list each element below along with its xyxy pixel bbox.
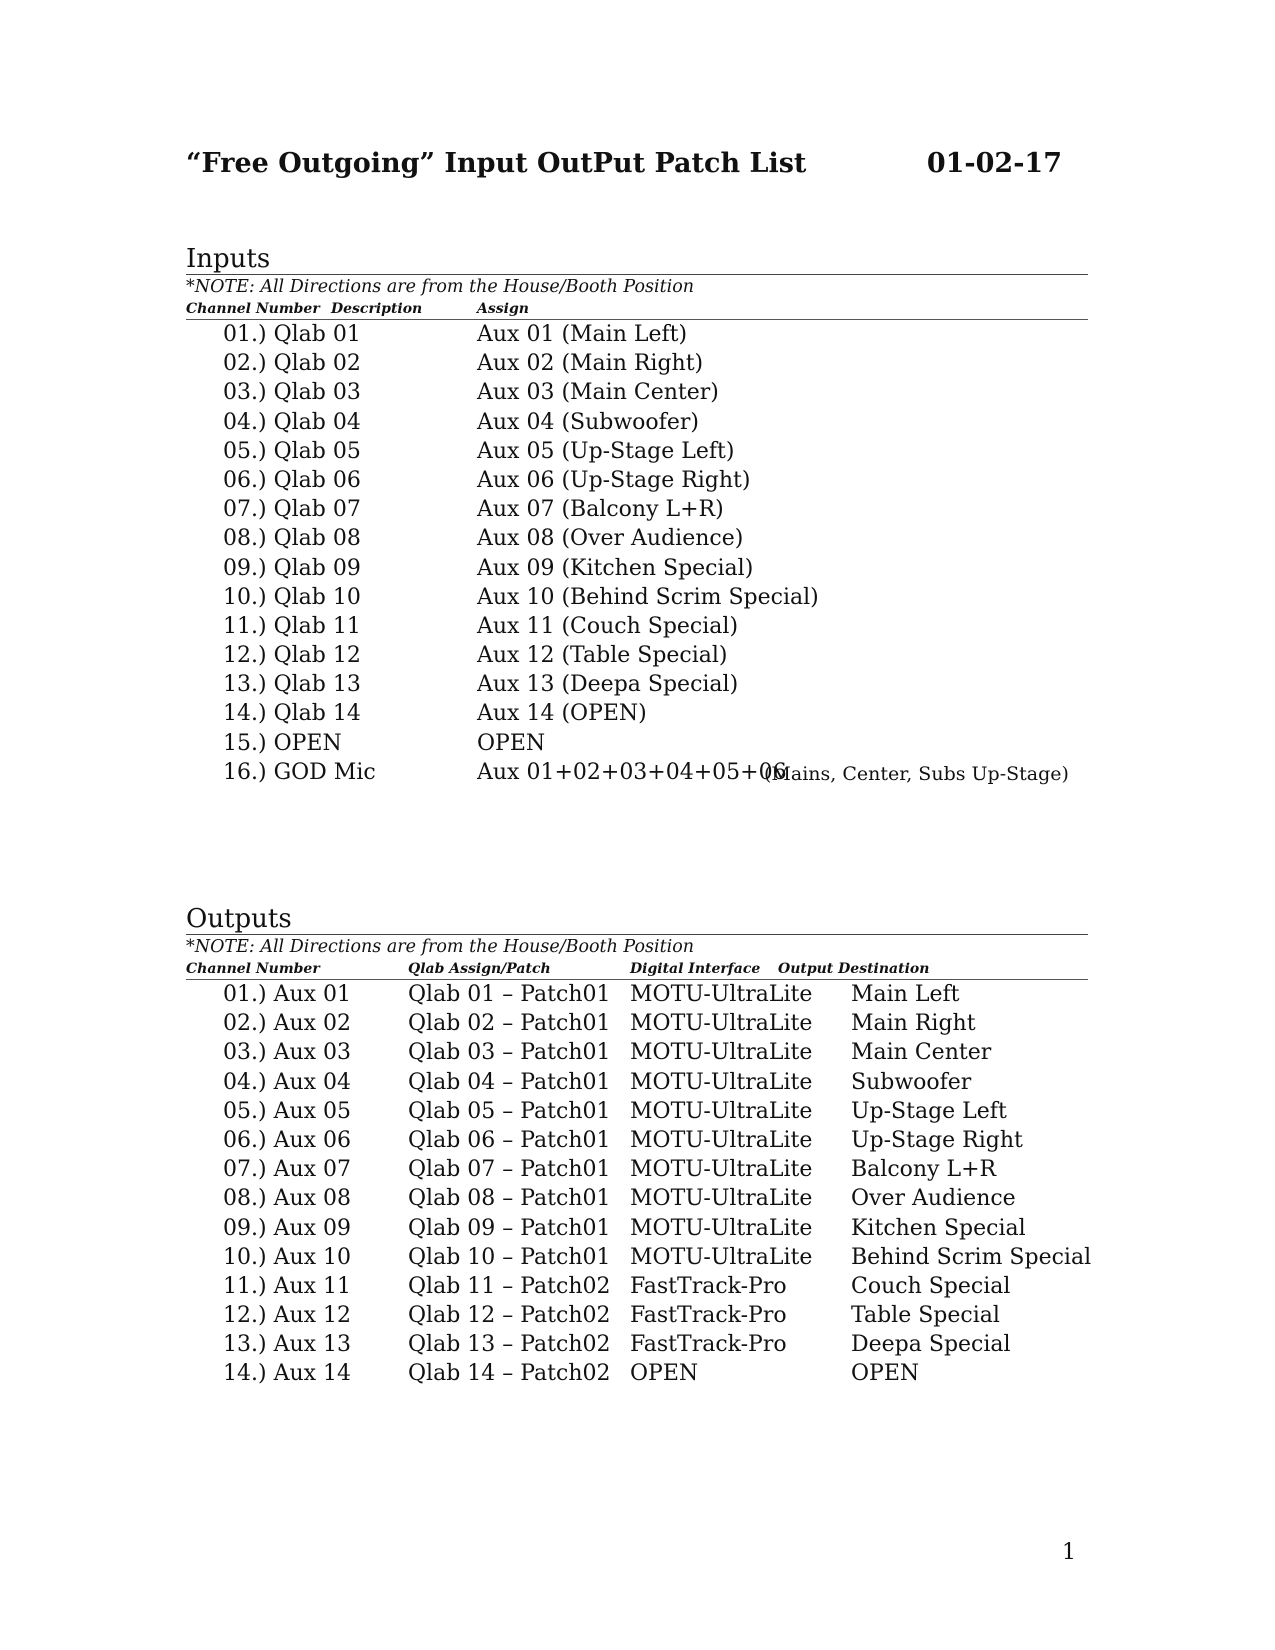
- input-channel-cell: 03.) Qlab 03: [223, 380, 361, 406]
- input-channel-cell: 14.) Qlab 14: [223, 701, 361, 727]
- table-row: [186, 1155, 1088, 1184]
- outputs-col-interface: Digital Interface: [630, 961, 761, 977]
- table-row: [186, 349, 1088, 378]
- output-interface-cell: MOTU-UltraLite: [630, 1098, 813, 1124]
- output-patch-cell: Qlab 09 – Patch01: [408, 1215, 611, 1241]
- output-interface-cell: MOTU-UltraLite: [630, 982, 813, 1007]
- output-interface-cell: MOTU-UltraLite: [630, 1215, 813, 1241]
- output-destination-cell: Main Center: [851, 1040, 992, 1066]
- table-row: [186, 437, 1088, 466]
- output-channel-cell: 02.) Aux 02: [223, 1011, 352, 1037]
- output-interface-cell: FastTrack-Pro: [630, 1332, 787, 1358]
- output-destination-cell: Deepa Special: [851, 1332, 1011, 1358]
- inputs-heading: Inputs: [186, 244, 1088, 275]
- input-assign-cell: Aux 08 (Over Audience): [477, 526, 744, 552]
- input-assign-cell: Aux 09 (Kitchen Special): [477, 555, 754, 581]
- input-assign-cell: Aux 10 (Behind Scrim Special): [477, 584, 819, 610]
- table-row: [186, 1272, 1088, 1301]
- output-destination-cell: Main Left: [851, 982, 960, 1007]
- output-patch-cell: Qlab 11 – Patch02: [408, 1273, 611, 1299]
- input-assign-cell: Aux 13 (Deepa Special): [477, 672, 739, 698]
- title-text: “Free Outgoing” Input OutPut Patch List: [186, 148, 807, 179]
- table-row: [186, 320, 1088, 349]
- table-row: [186, 1097, 1088, 1126]
- input-assign-cell: Aux 04 (Subwoofer): [477, 409, 699, 435]
- output-channel-cell: 11.) Aux 11: [223, 1273, 352, 1299]
- output-interface-cell: MOTU-UltraLite: [630, 1244, 813, 1270]
- input-assign-cell: Aux 07 (Balcony L+R): [477, 497, 724, 523]
- table-row: [186, 1068, 1088, 1097]
- table-row: [186, 641, 1088, 670]
- outputs-col-channel: Channel Number: [186, 961, 320, 977]
- output-patch-cell: Qlab 08 – Patch01: [408, 1186, 611, 1212]
- input-channel-cell: 02.) Qlab 02: [223, 351, 361, 377]
- output-interface-cell: MOTU-UltraLite: [630, 1040, 813, 1066]
- output-interface-cell: MOTU-UltraLite: [630, 1186, 813, 1212]
- table-row: [186, 729, 1088, 758]
- output-destination-cell: Kitchen Special: [851, 1215, 1026, 1241]
- outputs-col-patch: Qlab Assign/Patch: [408, 961, 551, 977]
- output-destination-cell: Table Special: [851, 1303, 1000, 1329]
- output-channel-cell: 07.) Aux 07: [223, 1157, 352, 1183]
- table-row: [186, 1243, 1092, 1272]
- output-interface-cell: FastTrack-Pro: [630, 1273, 787, 1299]
- inputs-section: [186, 244, 1088, 787]
- table-row: [186, 1330, 1088, 1359]
- inputs-rows: [186, 320, 1088, 787]
- table-row: [186, 1301, 1088, 1330]
- input-channel-cell: 09.) Qlab 09: [223, 555, 361, 581]
- input-assign-cell: Aux 03 (Main Center): [477, 380, 719, 406]
- outputs-section: [186, 904, 1092, 1389]
- output-patch-cell: Qlab 06 – Patch01: [408, 1127, 611, 1153]
- output-channel-cell: 10.) Aux 10: [223, 1244, 352, 1270]
- output-interface-cell: MOTU-UltraLite: [630, 1157, 813, 1183]
- output-interface-cell: FastTrack-Pro: [630, 1303, 787, 1329]
- input-channel-cell: 06.) Qlab 06: [223, 467, 361, 493]
- input-channel-cell: 12.) Qlab 12: [223, 643, 361, 669]
- table-row: [186, 554, 1088, 583]
- outputs-rows: [186, 980, 1092, 1389]
- output-patch-cell: Qlab 05 – Patch01: [408, 1098, 611, 1124]
- input-channel-cell: 05.) Qlab 05: [223, 438, 361, 464]
- input-channel-cell: 16.) GOD Mic: [223, 759, 376, 785]
- input-assign-cell: OPEN: [477, 730, 546, 756]
- output-interface-cell: OPEN: [630, 1361, 699, 1387]
- input-channel-cell: 15.) OPEN: [223, 730, 342, 756]
- input-channel-cell: 13.) Qlab 13: [223, 672, 361, 698]
- table-row: [186, 466, 1088, 495]
- input-assign-cell: Aux 01+02+03+04+05+06: [477, 759, 787, 785]
- output-channel-cell: 13.) Aux 13: [223, 1332, 352, 1358]
- table-row: [186, 408, 1088, 437]
- output-destination-cell: Balcony L+R: [851, 1157, 997, 1183]
- table-row: [186, 612, 1088, 641]
- output-destination-cell: Behind Scrim Special: [851, 1244, 1092, 1270]
- table-row: [186, 1009, 1088, 1038]
- input-assign-cell: Aux 12 (Table Special): [477, 643, 728, 669]
- outputs-heading: Outputs: [186, 904, 1088, 935]
- output-interface-cell: MOTU-UltraLite: [630, 1127, 813, 1153]
- output-channel-cell: 08.) Aux 08: [223, 1186, 352, 1212]
- outputs-note: *NOTE: All Directions are from the House/Booth Position: [186, 937, 695, 957]
- outputs-col-destination: Output Destination: [778, 961, 930, 977]
- page-number: 1: [1062, 1540, 1076, 1565]
- output-destination-cell: Couch Special: [851, 1273, 1011, 1299]
- output-patch-cell: Qlab 02 – Patch01: [408, 1011, 611, 1037]
- table-row: [186, 378, 1088, 407]
- output-channel-cell: 05.) Aux 05: [223, 1098, 352, 1124]
- input-assign-cell: Aux 06 (Up-Stage Right): [477, 467, 751, 493]
- input-assign-cell: Aux 11 (Couch Special): [477, 613, 739, 639]
- input-channel-cell: 04.) Qlab 04: [223, 409, 361, 435]
- input-assign-cell: Aux 14 (OPEN): [477, 701, 647, 727]
- output-patch-cell: Qlab 04 – Patch01: [408, 1069, 611, 1095]
- output-destination-cell: Up-Stage Left: [851, 1098, 1007, 1124]
- table-row: [186, 1359, 1088, 1388]
- inputs-note: *NOTE: All Directions are from the House/Booth Position: [186, 277, 695, 297]
- output-channel-cell: 01.) Aux 01: [223, 982, 352, 1007]
- table-row: [186, 583, 1088, 612]
- output-patch-cell: Qlab 14 – Patch02: [408, 1361, 611, 1387]
- output-channel-cell: 14.) Aux 14: [223, 1361, 352, 1387]
- input-assign-cell: Aux 01 (Main Left): [477, 322, 688, 347]
- title-date: 01-02-17: [926, 148, 1062, 179]
- output-destination-cell: OPEN: [851, 1361, 920, 1387]
- input-assign-cell: Aux 02 (Main Right): [477, 351, 704, 377]
- inputs-col-description: Description: [331, 301, 423, 317]
- output-destination-cell: Over Audience: [851, 1186, 1016, 1212]
- input-assign-note: (Mains, Center, Subs Up-Stage): [764, 762, 1069, 785]
- output-destination-cell: Up-Stage Right: [851, 1127, 1023, 1153]
- input-channel-cell: 08.) Qlab 08: [223, 526, 361, 552]
- table-row: [186, 670, 1088, 699]
- output-patch-cell: Qlab 07 – Patch01: [408, 1157, 611, 1183]
- table-row: [186, 699, 1088, 728]
- output-channel-cell: 09.) Aux 09: [223, 1215, 352, 1241]
- inputs-column-headers: [186, 297, 1088, 320]
- input-channel-cell: 07.) Qlab 07: [223, 497, 361, 523]
- output-patch-cell: Qlab 03 – Patch01: [408, 1040, 611, 1066]
- table-row: [186, 524, 1088, 553]
- input-channel-cell: 01.) Qlab 01: [223, 322, 361, 347]
- table-row: [186, 495, 1088, 524]
- output-patch-cell: Qlab 01 – Patch01: [408, 982, 611, 1007]
- outputs-column-headers: [186, 957, 1088, 980]
- table-row: [186, 1214, 1088, 1243]
- table-row: [186, 980, 1088, 1009]
- output-channel-cell: 12.) Aux 12: [223, 1303, 352, 1329]
- inputs-col-channel: Channel Number: [186, 301, 320, 317]
- table-row: [186, 1126, 1088, 1155]
- output-channel-cell: 06.) Aux 06: [223, 1127, 352, 1153]
- output-destination-cell: Main Right: [851, 1011, 976, 1037]
- output-patch-cell: Qlab 13 – Patch02: [408, 1332, 611, 1358]
- output-patch-cell: Qlab 12 – Patch02: [408, 1303, 611, 1329]
- table-row: [186, 1038, 1088, 1067]
- input-channel-cell: 11.) Qlab 11: [223, 613, 361, 639]
- table-row: [186, 758, 1088, 787]
- output-interface-cell: MOTU-UltraLite: [630, 1011, 813, 1037]
- output-channel-cell: 04.) Aux 04: [223, 1069, 352, 1095]
- table-row: [186, 1184, 1088, 1213]
- output-interface-cell: MOTU-UltraLite: [630, 1069, 813, 1095]
- input-channel-cell: 10.) Qlab 10: [223, 584, 361, 610]
- input-assign-cell: Aux 05 (Up-Stage Left): [477, 438, 735, 464]
- output-channel-cell: 03.) Aux 03: [223, 1040, 352, 1066]
- output-destination-cell: Subwoofer: [851, 1069, 972, 1095]
- inputs-col-assign: Assign: [477, 301, 529, 317]
- output-patch-cell: Qlab 10 – Patch01: [408, 1244, 611, 1270]
